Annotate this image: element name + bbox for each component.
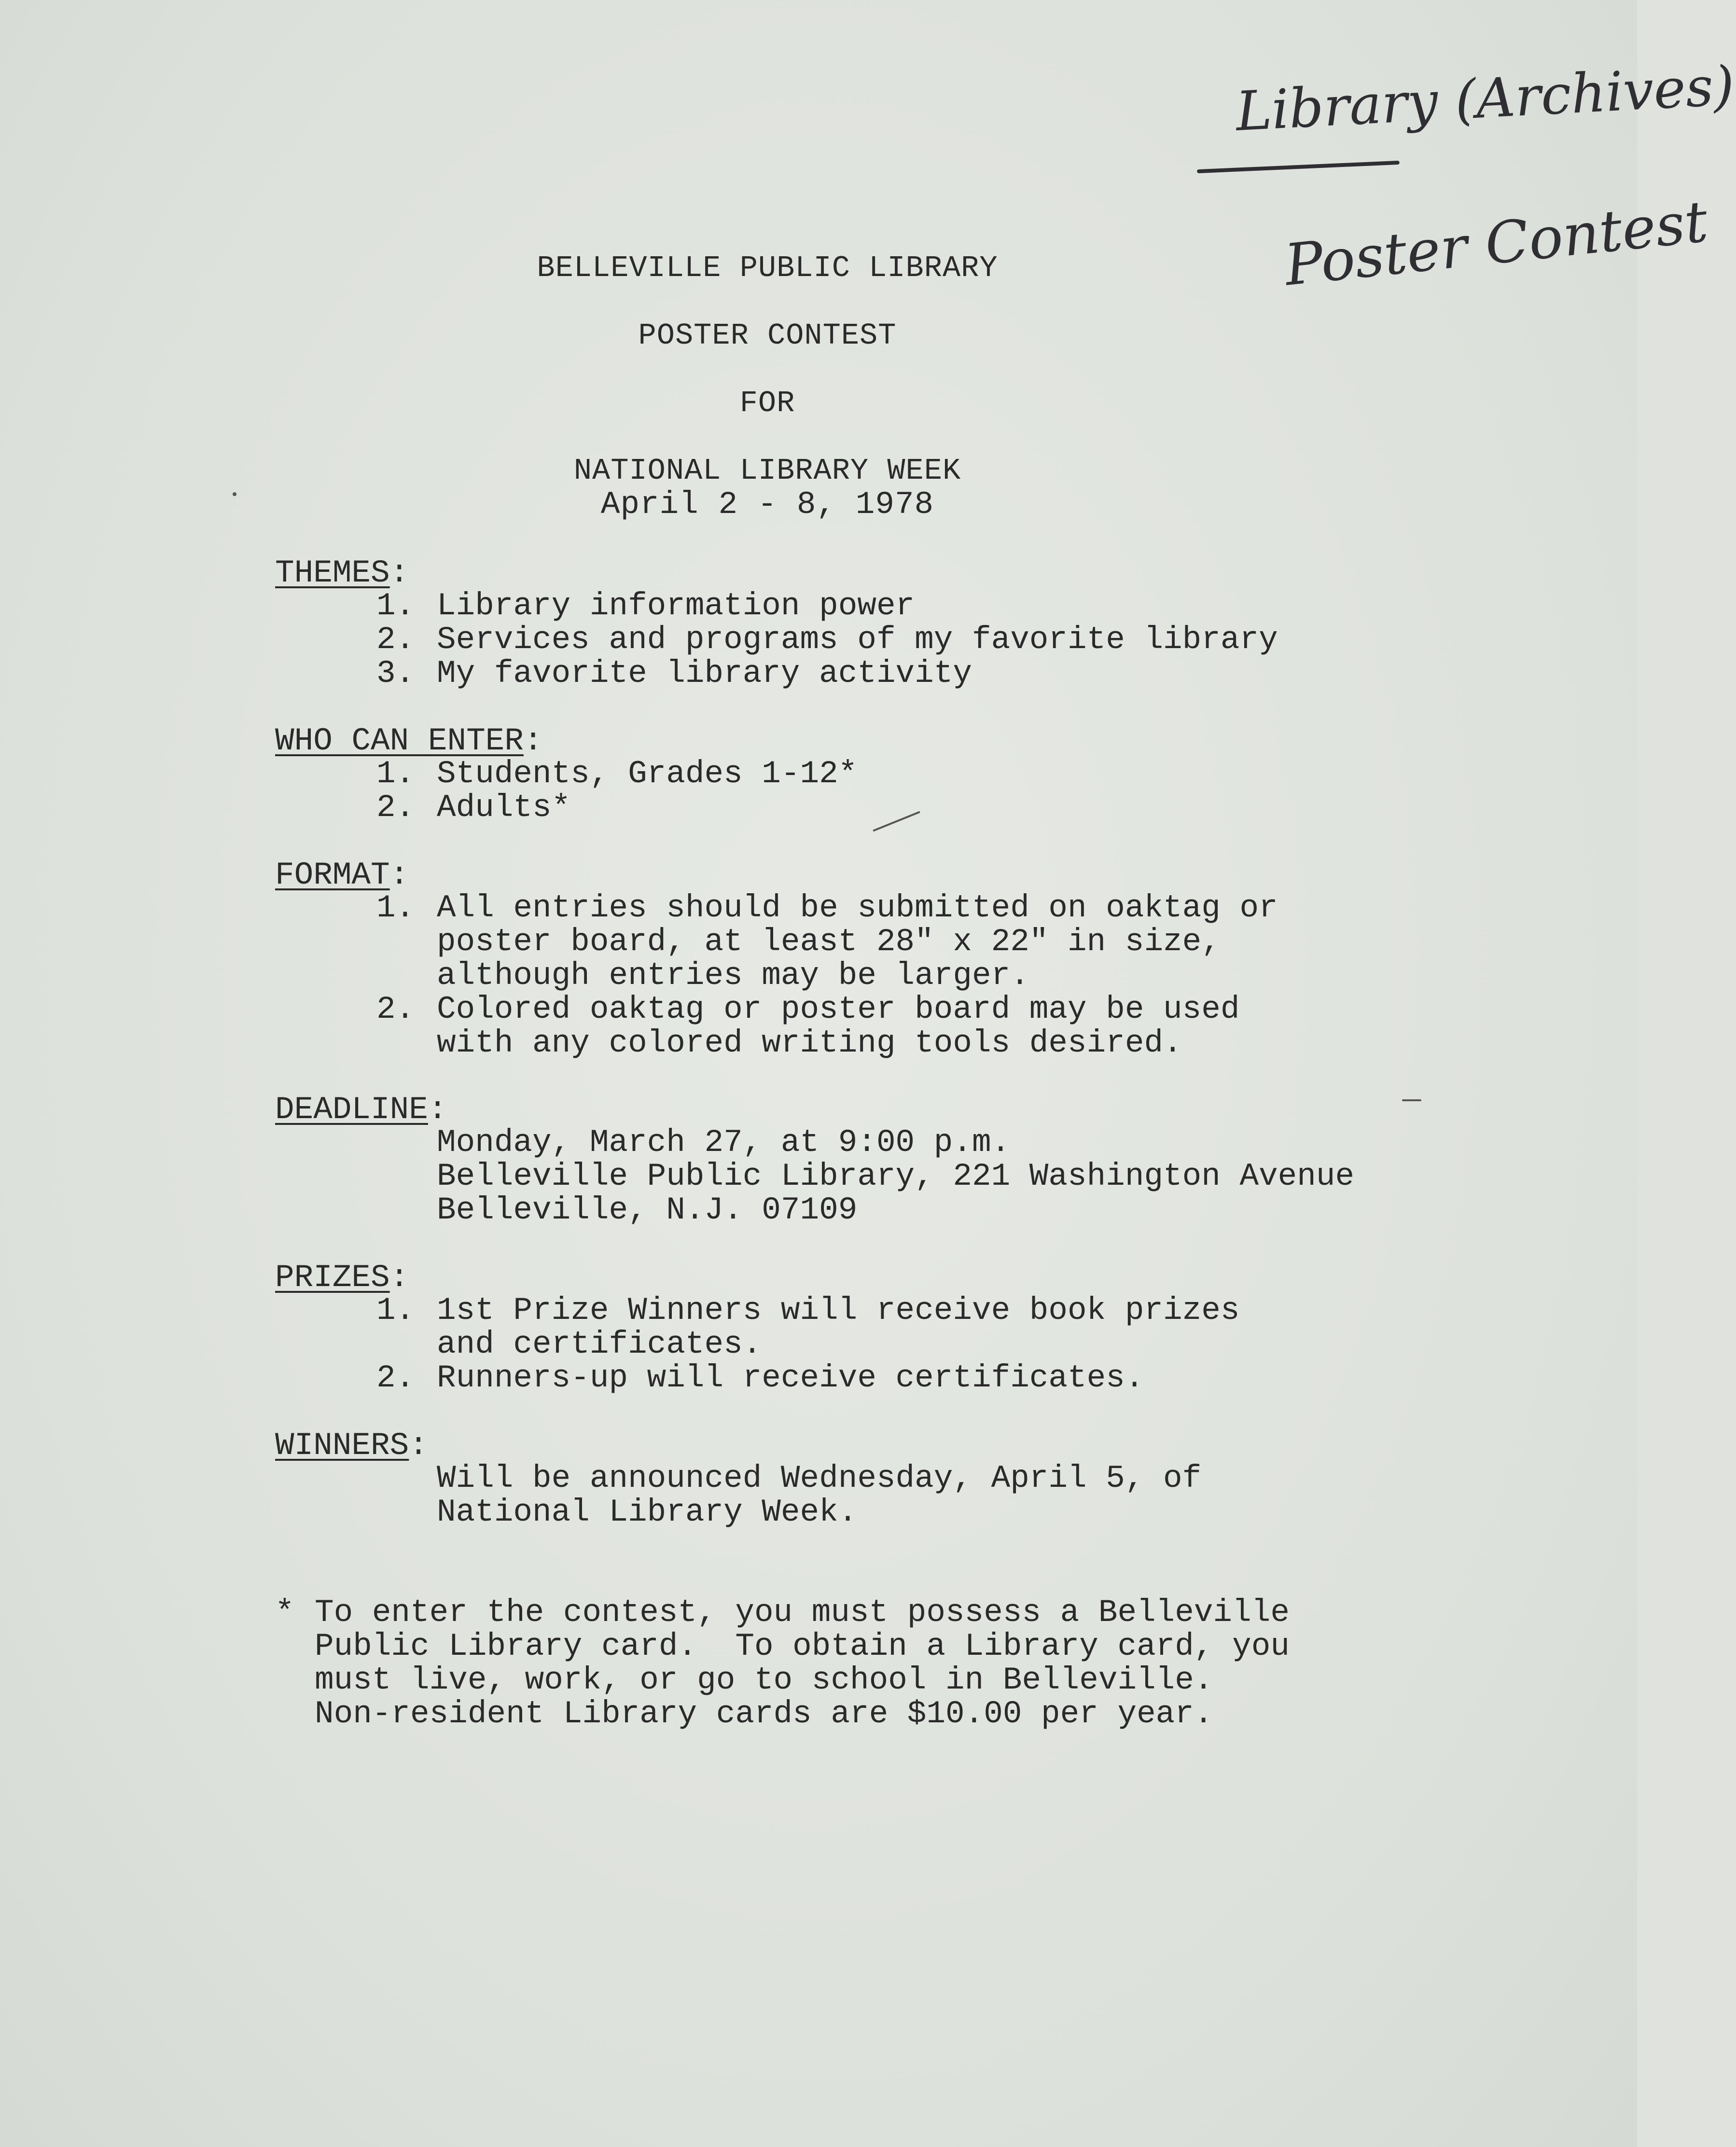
format-item-2-num: 2. xyxy=(376,991,415,1027)
deadline-date: Monday, March 27, at 9:00 p.m. xyxy=(437,1124,1011,1161)
deadline-address-1: Belleville Public Library, 221 Washington Avenue xyxy=(437,1158,1355,1194)
prizes-item-1-line-2: and certificates. xyxy=(437,1326,762,1362)
format-heading: FORMAT: xyxy=(275,857,409,893)
themes-item-3: My favorite library activity xyxy=(437,655,972,692)
handwritten-underline xyxy=(1197,161,1400,173)
handwritten-note-poster-contest: Poster Contest xyxy=(1281,188,1711,299)
stray-pencil-mark xyxy=(873,811,920,831)
event-dates: April 2 - 8, 1978 xyxy=(600,486,934,523)
handwritten-note-archives: Library (Archives) xyxy=(1234,55,1736,143)
format-item-1-line-1: All entries should be submitted on oaktag or xyxy=(437,890,1278,926)
winners-heading: WINNERS: xyxy=(275,1427,428,1464)
prizes-item-1-num: 1. xyxy=(376,1292,415,1329)
prizes-heading: PRIZES: xyxy=(275,1260,409,1296)
format-item-1-num: 1. xyxy=(376,890,415,926)
who-heading: WHO CAN ENTER: xyxy=(275,723,543,759)
deadline-heading: DEADLINE: xyxy=(275,1092,447,1128)
prizes-item-1-line-1: 1st Prize Winners will receive book prizes xyxy=(437,1292,1240,1329)
themes-heading: THEMES: xyxy=(275,555,409,591)
themes-item-1: Library information power xyxy=(437,588,915,624)
contest-title: POSTER CONTEST xyxy=(638,319,897,353)
footnote-line-4: Non-resident Library cards are $10.00 per year. xyxy=(315,1696,1213,1732)
themes-item-3-num: 3. xyxy=(376,655,415,692)
footnote-line-1: To enter the contest, you must possess a Belleville xyxy=(315,1594,1290,1631)
who-item-1: Students, Grades 1-12* xyxy=(437,756,858,792)
format-item-1-line-2: poster board, at least 28" x 22" in size, xyxy=(437,924,1221,960)
themes-item-2: Services and programs of my favorite library xyxy=(437,622,1278,658)
themes-item-2-num: 2. xyxy=(376,622,415,658)
winners-line-1: Will be announced Wednesday, April 5, of xyxy=(437,1460,1202,1496)
prizes-item-2: Runners-up will receive certificates. xyxy=(437,1360,1144,1396)
who-item-2-num: 2. xyxy=(376,790,415,826)
winners-line-2: National Library Week. xyxy=(437,1494,858,1530)
who-item-1-num: 1. xyxy=(376,756,415,792)
prizes-item-2-num: 2. xyxy=(376,1360,415,1396)
themes-item-1-num: 1. xyxy=(376,588,415,624)
stray-dot xyxy=(233,492,236,496)
format-item-1-line-3: although entries may be larger. xyxy=(437,957,1029,994)
stray-mark xyxy=(1402,1099,1421,1101)
footnote-asterisk: * xyxy=(275,1594,294,1631)
title-for: FOR xyxy=(739,386,795,420)
library-name: BELLEVILLE PUBLIC LIBRARY xyxy=(537,251,998,285)
event-name: NATIONAL LIBRARY WEEK xyxy=(573,454,961,488)
who-item-2: Adults* xyxy=(437,790,571,826)
format-item-2-line-1: Colored oaktag or poster board may be used xyxy=(437,991,1240,1027)
deadline-address-2: Belleville, N.J. 07109 xyxy=(437,1192,858,1228)
format-item-2-line-2: with any colored writing tools desired. xyxy=(437,1025,1182,1061)
footnote-line-2: Public Library card. To obtain a Library card, you xyxy=(315,1628,1290,1664)
footnote-line-3: must live, work, or go to school in Belleville. xyxy=(315,1662,1213,1698)
